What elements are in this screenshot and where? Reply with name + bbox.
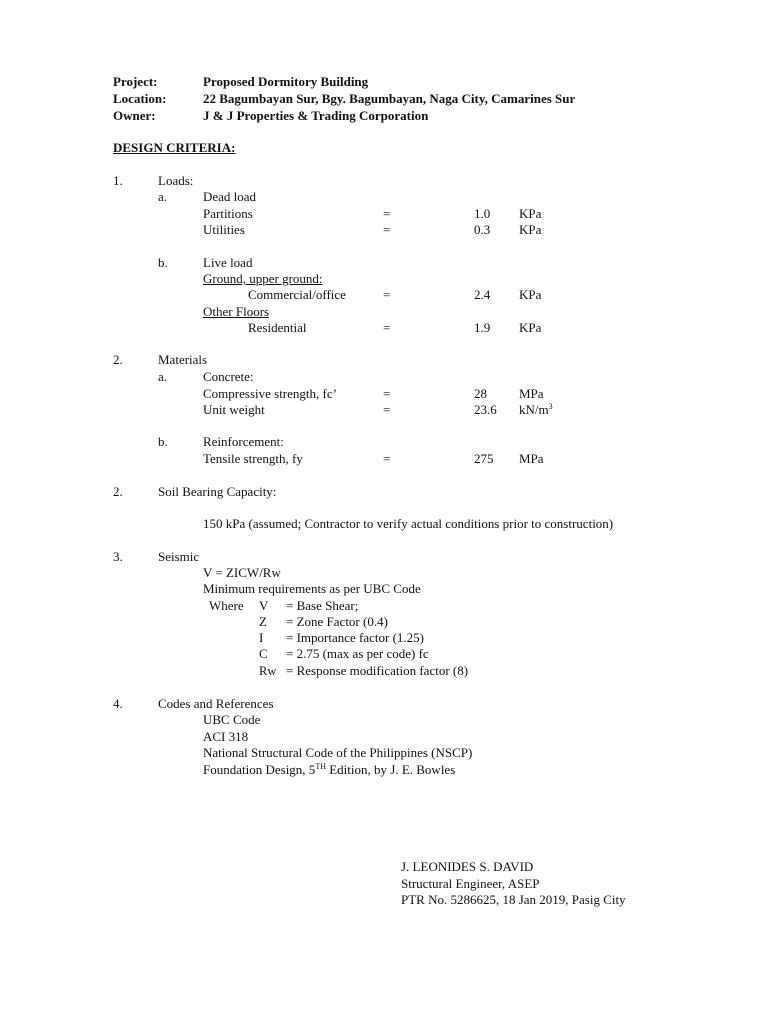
loads-number: 1. [113, 173, 123, 188]
live-load-title: Live load [203, 255, 253, 270]
code-reference-item: Foundation Design, 5TH Edition, by J. E. Bowles [203, 762, 456, 777]
seismic-var-desc: = Base Shear; [286, 598, 359, 613]
dead-load-title: Dead load [203, 189, 257, 204]
concrete-letter: a. [158, 369, 168, 384]
other-floors-title: Other Floors [203, 304, 270, 319]
unit-weight-unit-exponent: 3 [548, 402, 553, 411]
compressive-value: 28 [474, 386, 487, 401]
seismic-formula: V = ZICW/Rw [203, 565, 281, 580]
engineer-name: J. LEONIDES S. DAVID [401, 859, 534, 874]
commercial-eq: = [383, 287, 391, 302]
unit-weight-label: Unit weight [203, 402, 265, 417]
seismic-where: Where [209, 598, 244, 613]
seismic-var-desc: = Response modification factor (8) [286, 663, 469, 678]
tensile-unit: MPa [519, 451, 544, 466]
utilities-label: Utilities [203, 222, 245, 237]
seismic-var-desc: = 2.75 (max as per code) fc [286, 646, 429, 661]
seismic-var-symbol: Z [259, 614, 267, 629]
unit-weight-eq: = [383, 402, 391, 417]
loads-title: Loads: [158, 173, 194, 188]
seismic-number: 3. [113, 549, 123, 564]
reinforcement-letter: b. [158, 434, 168, 449]
commercial-unit: KPa [519, 287, 542, 302]
owner-label: Owner: [113, 108, 156, 123]
concrete-title: Concrete: [203, 369, 254, 384]
compressive-eq: = [383, 386, 391, 401]
codes-number: 4. [113, 696, 123, 711]
seismic-var-symbol: V [259, 598, 269, 613]
residential-value: 1.9 [474, 320, 491, 335]
soil-title: Soil Bearing Capacity: [158, 484, 277, 499]
seismic-var-desc: = Importance factor (1.25) [286, 630, 424, 645]
residential-label: Residential [248, 320, 307, 335]
materials-title: Materials [158, 352, 208, 367]
seismic-var-symbol: I [259, 630, 264, 645]
seismic-var-desc: = Zone Factor (0.4) [286, 614, 388, 629]
partitions-eq: = [383, 206, 391, 221]
code-reference-item: National Structural Code of the Philippines (NSCP) [203, 745, 473, 760]
code-reference-item: UBC Code [203, 712, 261, 727]
commercial-value: 2.4 [474, 287, 491, 302]
ground-floors-title: Ground, upper ground: [203, 271, 323, 286]
engineer-title: Structural Engineer, ASEP [401, 876, 540, 891]
soil-text: 150 kPa (assumed; Contractor to verify actual conditions prior to construction) [203, 516, 614, 531]
commercial-label: Commercial/office [248, 287, 346, 302]
project-value: Proposed Dormitory Building [203, 74, 369, 89]
utilities-unit: KPa [519, 222, 542, 237]
tensile-eq: = [383, 451, 391, 466]
engineer-ptr: PTR No. 5286625, 18 Jan 2019, Pasig City [401, 892, 626, 907]
soil-number: 2. [113, 484, 123, 499]
location-value: 22 Bagumbayan Sur, Bgy. Bagumbayan, Naga City, Camarines Sur [203, 91, 576, 106]
dead-load-letter: a. [158, 189, 168, 204]
utilities-value: 0.3 [474, 222, 491, 237]
partitions-unit: KPa [519, 206, 542, 221]
utilities-eq: = [383, 222, 391, 237]
unit-weight-value: 23.6 [474, 402, 497, 417]
codes-title: Codes and References [158, 696, 274, 711]
tensile-label: Tensile strength, fy [203, 451, 303, 466]
seismic-var-symbol: Rw [259, 664, 277, 678]
tensile-value: 275 [474, 451, 494, 466]
residential-unit: KPa [519, 320, 542, 335]
seismic-min-req: Minimum requirements as per UBC Code [203, 581, 421, 596]
location-label: Location: [113, 91, 167, 106]
owner-value: J & J Properties & Trading Corporation [203, 108, 429, 123]
reinforcement-title: Reinforcement: [203, 434, 284, 449]
partitions-value: 1.0 [474, 206, 491, 221]
residential-eq: = [383, 320, 391, 335]
compressive-unit: MPa [519, 386, 544, 401]
seismic-var-symbol: C [259, 646, 268, 661]
edition-superscript: TH [315, 762, 326, 771]
unit-weight-unit: $kN/m^3$ [519, 402, 553, 417]
live-load-letter: b. [158, 255, 168, 270]
materials-number: 2. [113, 352, 123, 367]
project-label: Project: [113, 74, 158, 89]
seismic-title: Seismic [158, 549, 200, 564]
code-reference-item: ACI 318 [203, 729, 249, 744]
partitions-label: Partitions [203, 206, 253, 221]
compressive-label: Compressive strength, fc’ [203, 386, 337, 401]
design-criteria-heading: DESIGN CRITERIA: [113, 140, 236, 155]
